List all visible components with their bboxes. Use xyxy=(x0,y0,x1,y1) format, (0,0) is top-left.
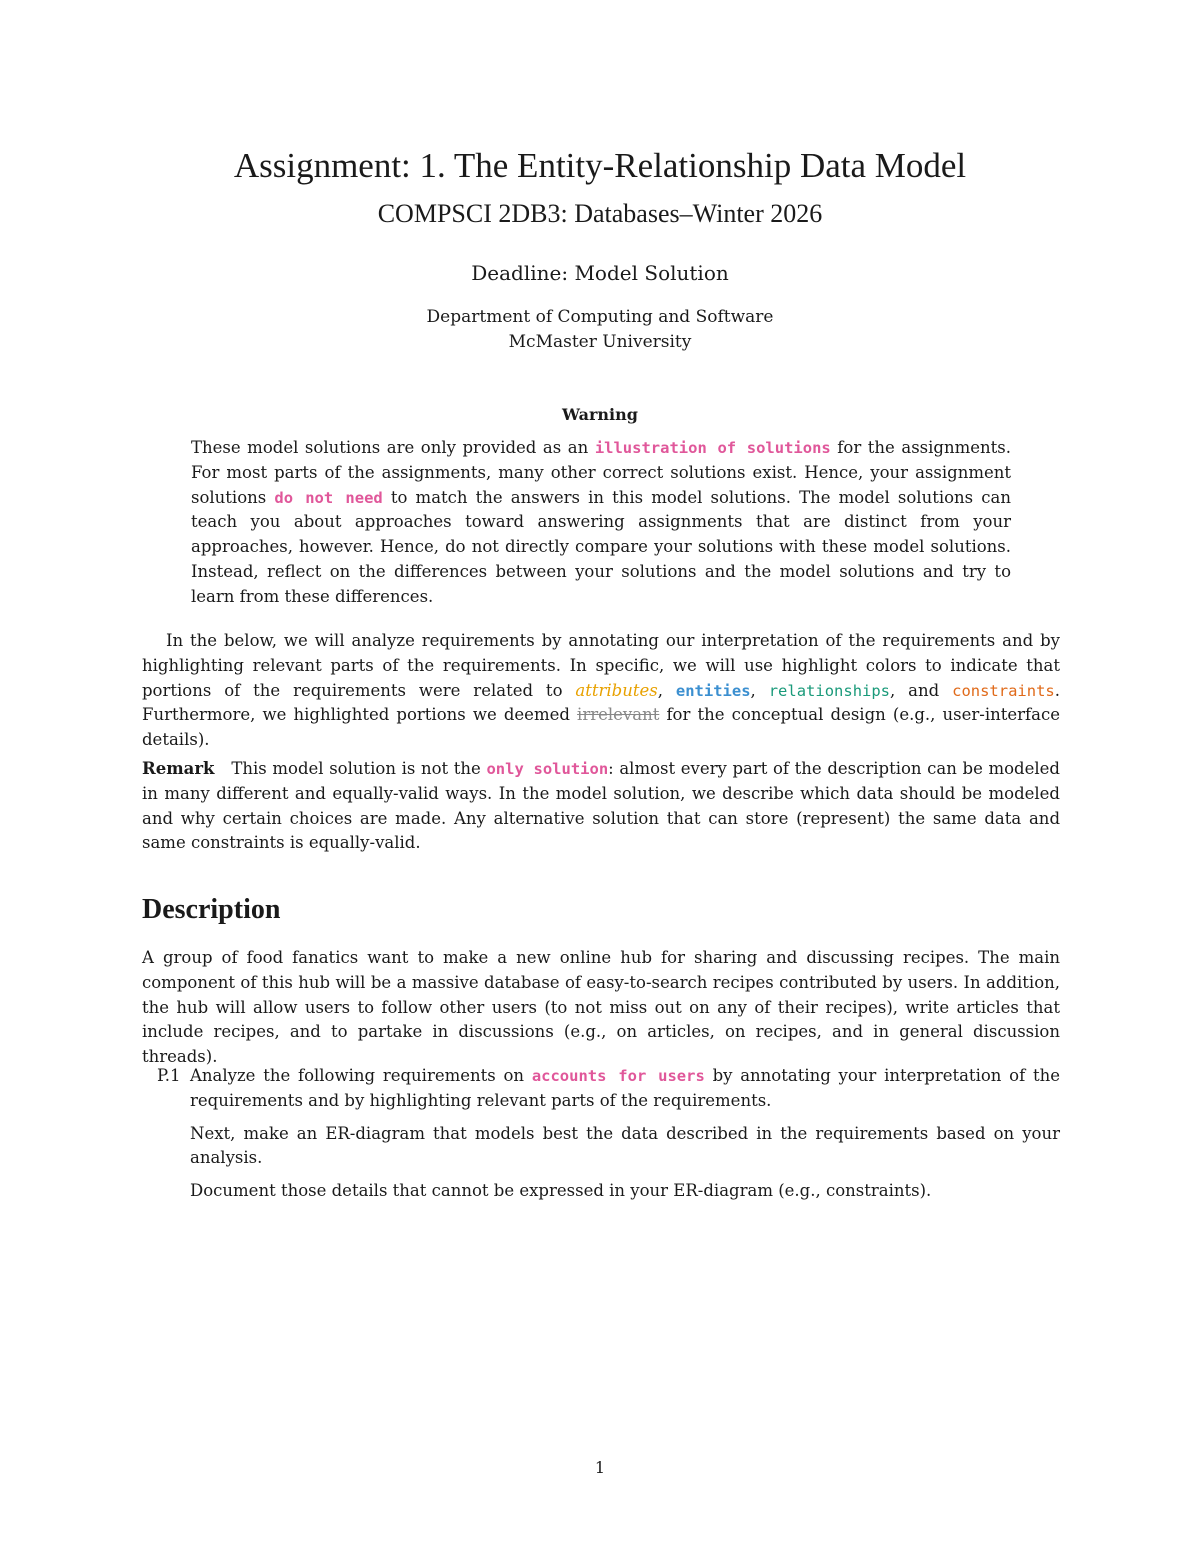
section-heading-description: Description xyxy=(142,894,281,925)
problem-body xyxy=(190,1064,1060,1204)
remark-label: Remark xyxy=(142,759,215,778)
warning-text-3: to match the answers in this model solutions. The model solutions can teach you about approaches toward answering assignments that are distinct from your approaches, however. Hence, do not directly compare your solutions with these model solutions. Instead, reflect on the differences between your solutions and the model solutions and try to learn from these differences. xyxy=(191,487,1011,606)
problem-next: Next, make an ER-diagram that models best the data described in the requirements based on your analysis. xyxy=(190,1123,1060,1168)
remark-text-1: This model solution is not the xyxy=(214,759,487,778)
deadline-line: Deadline: Model Solution xyxy=(471,261,729,285)
legend-irrelevant: irrelevant xyxy=(577,705,660,725)
intro-text-1: In the below, we will analyze requirements by annotating our interpretation of the requirements and by highlighting relevant parts of the requirements. In specific, we will use highlight colors to indicate that portions of the requirements were related to xyxy=(142,631,1060,700)
document-title: Assignment: 1. The Entity-Relationship Data Model xyxy=(233,146,967,185)
intro-sep: , xyxy=(750,680,769,700)
warning-text-2: for the assignments. For most parts of the assignments, many other correct solutions exist. Hence, your assignment solutions xyxy=(191,438,1011,507)
problem-intro xyxy=(190,1064,1060,1114)
legend-relationships: relationships xyxy=(768,681,891,700)
university-name: McMaster University xyxy=(508,332,692,352)
warning-text-1: These model solutions are only provided as an xyxy=(191,438,595,457)
problem-text-1: Analyze the following requirements on xyxy=(190,1066,532,1085)
intro-text-3: for the conceptual design (e.g., user-interface details). xyxy=(142,705,1060,750)
highlight-accounts-for-users: accounts for users xyxy=(531,1067,705,1085)
warning-heading: Warning xyxy=(562,405,638,424)
problem-text-2: by annotating your interpretation of the requirements and by highlighting relevant parts of the requirements. xyxy=(190,1066,1060,1110)
problem-number: P.1 xyxy=(157,1066,181,1085)
intro-text-2: . Furthermore, we highlighted portions we deemed xyxy=(142,680,1061,725)
highlight-illustration: illustration of solutions xyxy=(594,439,831,457)
remark-text-2: : almost every part of the description can be modeled in many different and equally-valid ways. In the model solution, we describe which data should be modeled and why certain choices are made. Any alternative solution that can store (represent) the same data and same constraints is equally-valid. xyxy=(142,759,1060,853)
legend-attributes: attributes xyxy=(575,680,658,700)
intro-sep: , xyxy=(657,680,676,700)
highlight-do-not-need: do not need xyxy=(274,488,383,507)
remark-paragraph xyxy=(142,757,1060,856)
page-number: 1 xyxy=(594,1458,606,1477)
affiliation xyxy=(0,305,1200,355)
intro-sep: , and xyxy=(890,680,953,700)
course-subtitle: COMPSCI 2DB3: Databases–Winter 2026 xyxy=(377,199,823,228)
description-paragraph: A group of food fanatics want to make a new online hub for sharing and discussing recipes. The main component of this hub will be a massive database of easy-to-search recipes contributed by users. In addition, the hub will allow users to follow other users (to not miss out on any of their recipes), write articles that include recipes, and to partake in discussions (e.g., on articles, on recipes, and in general discussion threads). xyxy=(142,948,1060,1067)
legend-constraints: constraints xyxy=(952,681,1055,700)
legend-entities: entities xyxy=(675,681,751,700)
intro-paragraph xyxy=(142,629,1060,753)
department-name: Department of Computing and Software xyxy=(426,307,774,327)
highlight-only-solution: only solution xyxy=(486,760,609,778)
problem-item xyxy=(142,1064,1060,1212)
problem-document: Document those details that cannot be expressed in your ER-diagram (e.g., constraints). xyxy=(190,1181,932,1201)
warning-paragraph xyxy=(191,436,1011,610)
